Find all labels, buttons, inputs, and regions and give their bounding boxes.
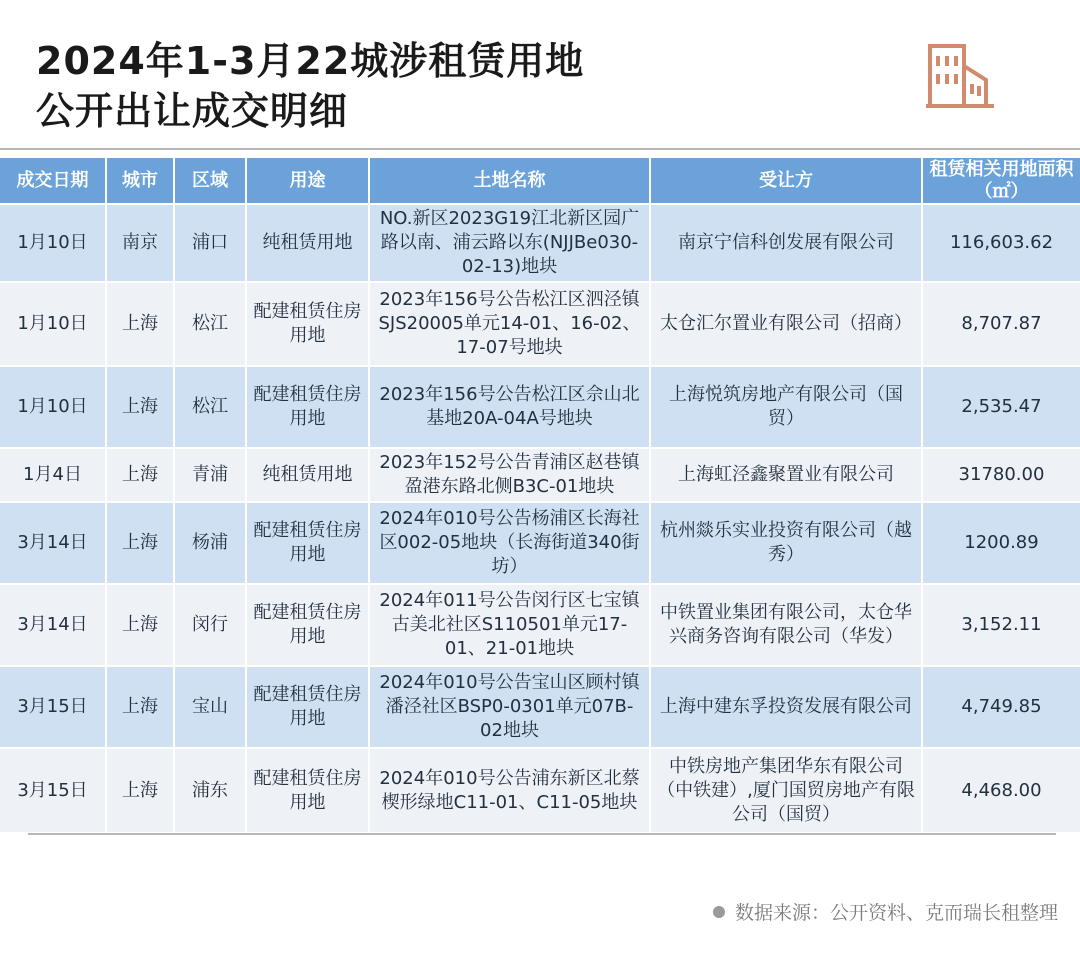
cell-buyer: 中铁房地产集团华东有限公司（中铁建）,厦门国贸房地产有限公司（国贸） — [650, 748, 922, 832]
cell-city: 上海 — [106, 282, 174, 366]
cell-land-name: 2024年011号公告闵行区七宝镇古美北社区S110501单元17-01、21-01地块 — [369, 584, 650, 666]
bottom-divider — [28, 833, 1056, 835]
cell-land-name: 2024年010号公告宝山区顾村镇潘泾社区BSP0-0301单元07B-02地块 — [369, 666, 650, 748]
table-header-row — [0, 158, 1080, 204]
cell-area: 116,603.62 — [922, 204, 1080, 282]
cell-area: 1200.89 — [922, 502, 1080, 584]
table-row — [0, 748, 1080, 832]
cell-land-name: 2024年010号公告浦东新区北蔡楔形绿地C11-01、C11-05地块 — [369, 748, 650, 832]
cell-area: 4,749.85 — [922, 666, 1080, 748]
dot-icon — [713, 906, 725, 918]
cell-buyer: 上海悦筑房地产有限公司（国贸） — [650, 366, 922, 448]
cell-city: 南京 — [106, 204, 174, 282]
cell-deal-date: 1月10日 — [0, 366, 106, 448]
cell-usage: 配建租赁住房用地 — [246, 282, 369, 366]
table-row — [0, 366, 1080, 448]
building-icon — [924, 40, 996, 112]
cell-buyer: 杭州燚乐实业投资有限公司（越秀） — [650, 502, 922, 584]
page-title-line-2: 公开出让成交明细 — [36, 89, 349, 133]
cell-usage: 配建租赁住房用地 — [246, 748, 369, 832]
cell-deal-date: 3月15日 — [0, 666, 106, 748]
cell-area: 2,535.47 — [922, 366, 1080, 448]
cell-buyer: 上海中建东孚投资发展有限公司 — [650, 666, 922, 748]
table-row — [0, 666, 1080, 748]
header-buyer: 受让方 — [650, 158, 922, 204]
cell-deal-date: 3月15日 — [0, 748, 106, 832]
cell-area: 31780.00 — [922, 448, 1080, 502]
header-area: 租赁相关用地面积（㎡） — [922, 158, 1080, 204]
cell-area: 4,468.00 — [922, 748, 1080, 832]
cell-buyer: 中铁置业集团有限公司，太仓华兴商务咨询有限公司（华发） — [650, 584, 922, 666]
cell-usage: 配建租赁住房用地 — [246, 584, 369, 666]
land-deals-table — [0, 158, 1080, 832]
header-district: 区域 — [174, 158, 246, 204]
cell-usage: 纯租赁用地 — [246, 204, 369, 282]
cell-deal-date: 1月10日 — [0, 204, 106, 282]
cell-buyer: 南京宁信科创发展有限公司 — [650, 204, 922, 282]
cell-district: 松江 — [174, 366, 246, 448]
table-row — [0, 204, 1080, 282]
cell-deal-date: 3月14日 — [0, 502, 106, 584]
cell-deal-date: 1月4日 — [0, 448, 106, 502]
cell-city: 上海 — [106, 748, 174, 832]
cell-district: 闵行 — [174, 584, 246, 666]
cell-buyer: 上海虹泾鑫聚置业有限公司 — [650, 448, 922, 502]
cell-usage: 配建租赁住房用地 — [246, 666, 369, 748]
cell-land-name: NO.新区2023G19江北新区园广路以南、浦云路以东(NJJBe030-02-13)地块 — [369, 204, 650, 282]
cell-city: 上海 — [106, 584, 174, 666]
cell-land-name: 2023年156号公告松江区泗泾镇SJS20005单元14-01、16-02、17-07号地块 — [369, 282, 650, 366]
cell-deal-date: 3月14日 — [0, 584, 106, 666]
cell-city: 上海 — [106, 448, 174, 502]
cell-district: 青浦 — [174, 448, 246, 502]
cell-city: 上海 — [106, 366, 174, 448]
cell-city: 上海 — [106, 666, 174, 748]
cell-land-name: 2023年152号公告青浦区赵巷镇盈港东路北侧B3C-01地块 — [369, 448, 650, 502]
table-row — [0, 584, 1080, 666]
header-land-name: 土地名称 — [369, 158, 650, 204]
cell-district: 浦口 — [174, 204, 246, 282]
cell-district: 杨浦 — [174, 502, 246, 584]
cell-area: 8,707.87 — [922, 282, 1080, 366]
cell-district: 宝山 — [174, 666, 246, 748]
cell-usage: 纯租赁用地 — [246, 448, 369, 502]
cell-usage: 配建租赁住房用地 — [246, 366, 369, 448]
table-row — [0, 502, 1080, 584]
top-divider — [0, 148, 1080, 150]
cell-deal-date: 1月10日 — [0, 282, 106, 366]
cell-area: 3,152.11 — [922, 584, 1080, 666]
source-text: 数据来源：公开资料、克而瑞长租整理 — [734, 902, 1058, 924]
title-block — [36, 36, 736, 136]
cell-land-name: 2023年156号公告松江区佘山北基地20A-04A号地块 — [369, 366, 650, 448]
table-row — [0, 282, 1080, 366]
cell-district: 松江 — [174, 282, 246, 366]
cell-usage: 配建租赁住房用地 — [246, 502, 369, 584]
table-row — [0, 448, 1080, 502]
header-usage: 用途 — [246, 158, 369, 204]
cell-buyer: 太仓汇尔置业有限公司（招商） — [650, 282, 922, 366]
header-city: 城市 — [106, 158, 174, 204]
source-note — [713, 898, 1058, 925]
header-deal-date: 成交日期 — [0, 158, 106, 204]
cell-district: 浦东 — [174, 748, 246, 832]
cell-city: 上海 — [106, 502, 174, 584]
cell-land-name: 2024年010号公告杨浦区长海社区002-05地块（长海街道340街坊） — [369, 502, 650, 584]
page-title-line-1: 2024年1-3月22城涉租赁用地 — [36, 39, 585, 83]
